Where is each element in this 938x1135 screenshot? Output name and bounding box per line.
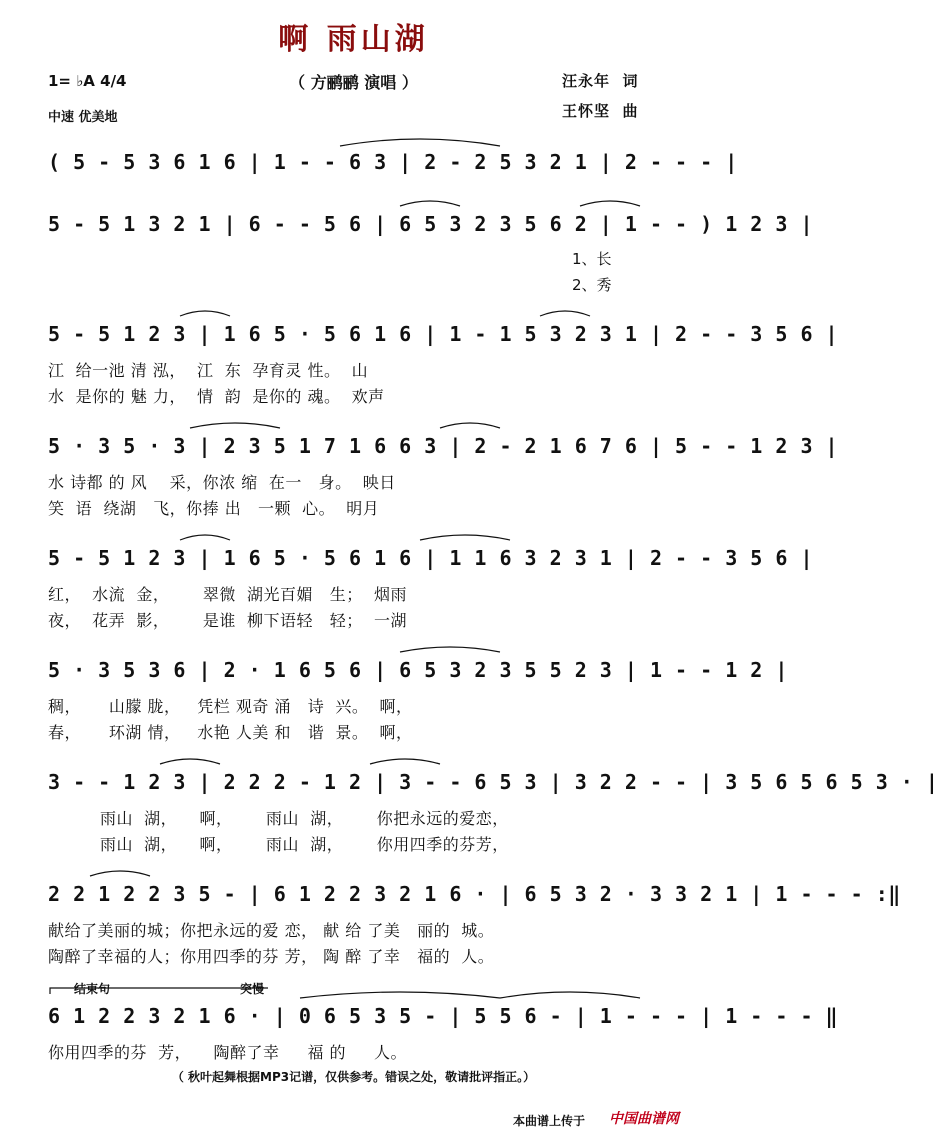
notation-row-3: 5 - 5 1 2 3 | 1 6 5 · 5 6 1 6 | 1 - 1 5 3 2 3 1 | 2 - - 3 5 6 | — [48, 322, 839, 346]
slur-row-3 — [180, 311, 230, 316]
slur-row-3b — [540, 311, 590, 316]
notation-row-8: 2 2 1 2 2 3 5 - | 6 1 2 2 3 2 1 6 · | 6 5 3 2 · 3 3 2 1 | 1 - - - :‖ — [48, 882, 901, 906]
notation-row-5: 5 - 5 1 2 3 | 1 6 5 · 5 6 1 6 | 1 1 6 3 2 3 1 | 2 - - 3 5 6 | — [48, 546, 814, 570]
lyric-row-9: 你用四季的芬 芳， 陶醉了幸 福 的 人。 — [48, 1043, 407, 1062]
ending-phrase-marker: 结束句 — [74, 982, 111, 996]
song-title: 啊 雨山湖 — [278, 22, 429, 57]
slur-row-7 — [160, 759, 220, 764]
lyric-row-4-verse-2: 笑 语 绕湖 飞，你捧 出 一颗 心。 明月 — [48, 499, 380, 518]
notation-row-6: 5 · 3 5 3 6 | 2 · 1 6 5 6 | 6 5 3 2 3 5 5 2 3 | 1 - - 1 2 | — [48, 658, 788, 682]
lyricist-credit: 汪永年 词 — [562, 72, 639, 90]
lyric-row-8-verse-1: 献给了美丽的城；你把永远的爱 恋， 献 给 了美 丽的 城。 — [48, 921, 495, 940]
slur-row-9 — [300, 992, 500, 998]
slur-row-6 — [400, 647, 500, 652]
verse-number-2: 2、秀 — [572, 276, 612, 294]
slur-row-2 — [400, 201, 460, 206]
lyric-row-7-verse-2: 雨山 湖， 啊， 雨山 湖， 你用四季的芬芳， — [100, 835, 509, 854]
slur-row-1 — [340, 139, 500, 146]
lyric-row-4-verse-1: 水 诗都 的 风 采，你浓 缩 在一 身。 映日 — [48, 473, 396, 492]
lyric-row-6-verse-1: 稠， 山朦 胧， 凭栏 观奇 涌 诗 兴。 啊， — [48, 697, 413, 716]
notation-row-1: ( 5 - 5 3 6 1 6 | 1 - - 6 3 | 2 - 2 5 3 2 1 | 2 - - - | — [48, 150, 738, 174]
lyric-row-3-verse-1: 江 给一池 清 泓， 江 东 孕育灵 性。 山 — [48, 361, 369, 380]
lyric-row-8-verse-2: 陶醉了幸福的人；你用四季的芬 芳， 陶 醉 了幸 福的 人。 — [48, 947, 495, 966]
verse-number-1: 1、长 — [572, 250, 612, 268]
notation-row-4: 5 · 3 5 · 3 | 2 3 5 1 7 1 6 6 3 | 2 - 2 1 6 7 6 | 5 - - 1 2 3 | — [48, 434, 839, 458]
uploader-text: 本曲谱上传于 — [512, 1114, 585, 1128]
notation-row-9: 6 1 2 2 3 2 1 6 · | 0 6 5 3 5 - | 5 5 6 - | 1 - - - | 1 - - - ‖ — [48, 1004, 839, 1028]
lyric-row-7-verse-1: 雨山 湖， 啊， 雨山 湖， 你把永远的爱恋， — [100, 809, 509, 828]
ritard-marker: 突慢 — [240, 982, 265, 996]
notation-row-2: 5 - 5 1 3 2 1 | 6 - - 5 6 | 6 5 3 2 3 5 6 2 | 1 - - ) 1 2 3 | — [48, 212, 814, 236]
lyric-row-5-verse-2: 夜， 花弄 影， 是谁 柳下语轻 轻； 一湖 — [48, 611, 407, 630]
slur-row-2b — [580, 201, 640, 206]
slur-row-7b — [370, 759, 440, 764]
key-signature: 1= ♭A 4/4 — [48, 72, 127, 90]
notation-row-7: 3 - - 1 2 3 | 2 2 2 - 1 2 | 3 - - 6 5 3 | 3 2 2 - - | 3 5 6 5 6 5 3 · | — [48, 770, 938, 794]
slur-row-8 — [90, 871, 150, 876]
performer-line: （ 方鹂鹂 演唱 ） — [289, 73, 418, 92]
slur-row-4 — [190, 423, 280, 428]
composer-credit: 王怀坚 曲 — [562, 102, 639, 120]
lyric-row-6-verse-2: 春， 环湖 情， 水艳 人美 和 谐 景。 啊， — [48, 723, 413, 742]
slur-row-5 — [180, 535, 230, 540]
slur-row-5b — [420, 535, 510, 540]
transcription-note: （ 秋叶起舞根据MP3记谱，仅供参考。错误之处，敬请批评指正。） — [171, 1070, 536, 1084]
lyric-row-5-verse-1: 红， 水流 金， 翠微 湖光百媚 生； 烟雨 — [48, 585, 407, 604]
slur-row-4b — [440, 423, 500, 428]
slur-row-9b — [500, 992, 640, 998]
lyric-row-3-verse-2: 水 是你的 魅 力， 情 韵 是你的 魂。 欢声 — [48, 387, 385, 406]
tempo-marking: 中速 优美地 — [48, 110, 118, 125]
site-logo: 中国曲谱网 — [609, 1111, 679, 1127]
ending-bracket — [50, 988, 268, 994]
